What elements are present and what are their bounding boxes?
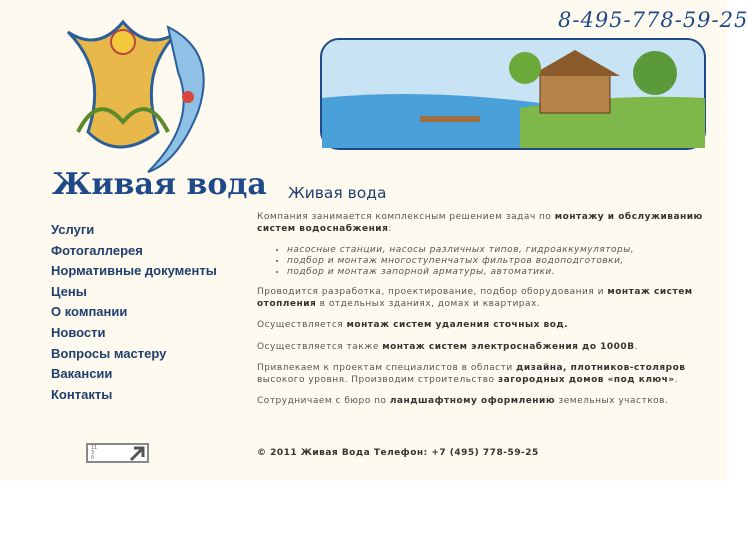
nav-item-documents[interactable]: Нормативные документы: [51, 263, 217, 279]
nav-item-services[interactable]: Услуги: [51, 222, 95, 237]
visit-counter[interactable]: 11 3 0: [86, 443, 149, 463]
logo[interactable]: [48, 12, 267, 202]
paragraph: Компания занимается комплексным решением задач по монтажу и обслуживанию систем водоснабжения:: [257, 212, 703, 234]
nav-item-prices[interactable]: Цены: [51, 283, 87, 299]
paragraph: Сотрудничаем с бюро по ландшафтному оформлению земельных участков.: [257, 396, 669, 406]
paragraph: Осуществляется также монтаж систем электроснабжения до 1000В.: [257, 341, 638, 352]
list-item: • подбор и монтаж многоступенчатых фильтров водоподготовки,: [287, 256, 707, 267]
arrow-up-right-icon: [129, 446, 145, 461]
nav-item-contacts[interactable]: Контакты: [51, 386, 113, 402]
paragraph: Осуществляется монтаж систем удаления сточных вод.: [257, 320, 569, 330]
nav-item-vacancies[interactable]: Вакансии: [51, 366, 113, 382]
logo-text: Живая вода: [52, 167, 267, 202]
header-phone: 8-495-778-59-25: [558, 8, 748, 32]
nav-item-about[interactable]: О компании: [51, 304, 128, 320]
page-title: Живая вода: [288, 184, 387, 202]
list-item: • подбор и монтаж запорной арматуры, автоматики.: [287, 267, 707, 278]
header-banner-image: [320, 38, 706, 150]
footer-copyright: © 2011 Живая Вода Телефон: +7 (495) 778-59-25: [257, 448, 539, 458]
main-content: [257, 212, 707, 418]
nav-item-questions[interactable]: Вопросы мастеру: [51, 345, 167, 361]
main-nav: [51, 222, 217, 407]
list-item: • насосные станции, насосы различных типов, гидроаккумуляторы,: [287, 245, 707, 256]
services-list: [257, 245, 707, 278]
paragraph: Проводится разработка, проектирование, подбор оборудования и монтаж систем отопления в отдельных зданиях, домах и квартирах.: [257, 287, 693, 309]
paragraph: Привлекаем к проектам специалистов в области дизайна, плотников-столяров высокого уровня. Производим строительство загородных домов «под ключ».: [257, 363, 686, 385]
nav-item-news[interactable]: Новости: [51, 324, 106, 340]
nav-item-photogallery[interactable]: Фотогаллерея: [51, 242, 143, 258]
